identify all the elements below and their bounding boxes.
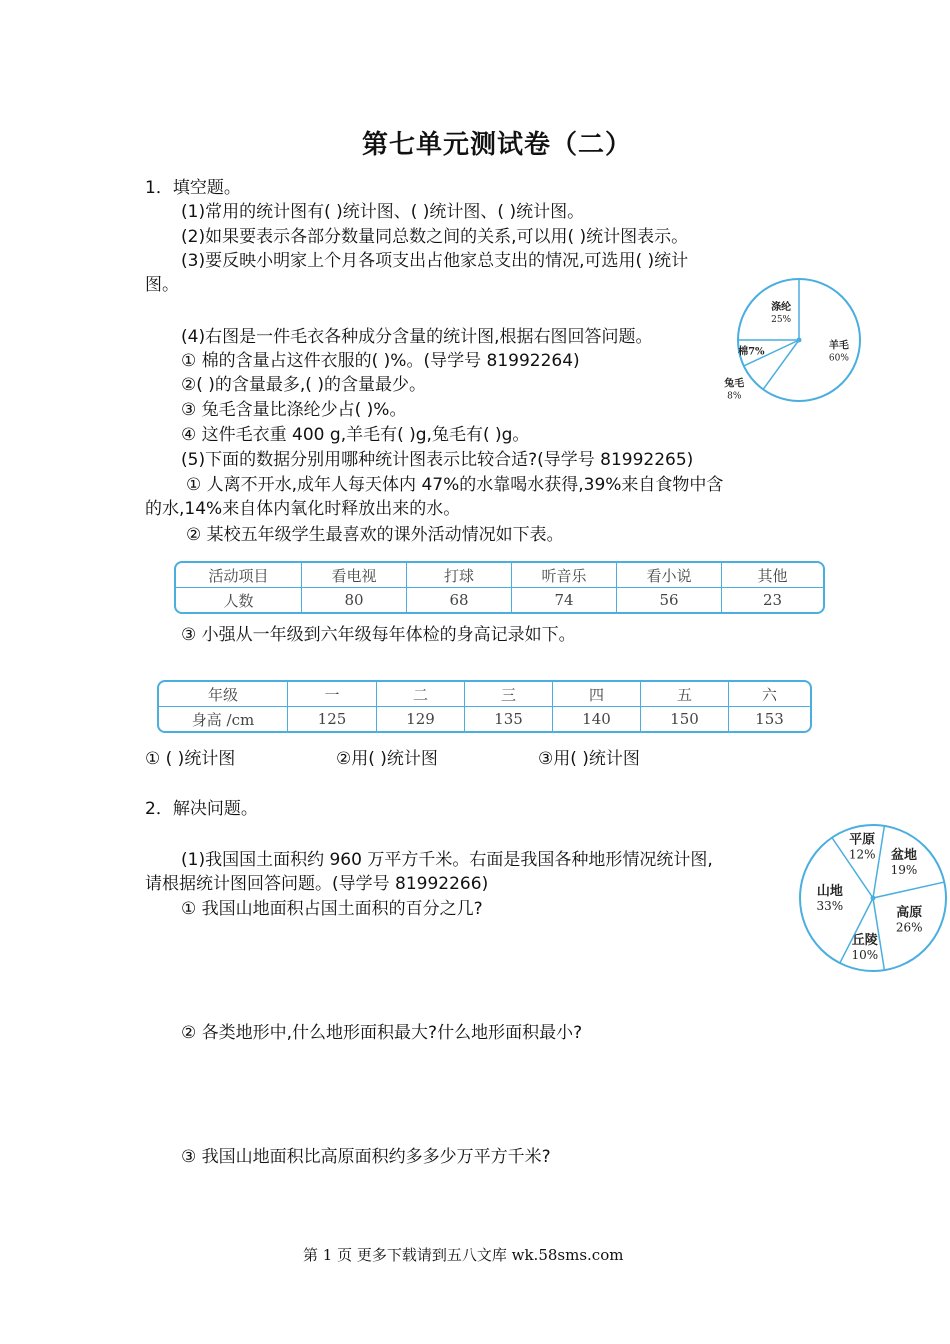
pie-label-name: 兔毛	[724, 378, 745, 390]
pie-slice-高原	[873, 882, 944, 898]
table-cell: 140	[553, 707, 641, 731]
question-1-4: (4)右图是一件毛衣各种成分含量的统计图,根据右图回答问题。	[181, 327, 653, 347]
pie-label-name: 平原	[849, 832, 876, 848]
table-row	[176, 563, 823, 588]
pie-label-value: 10%	[851, 947, 879, 962]
pie-label-name: 羊毛	[828, 340, 849, 352]
table-header-cell: 五	[641, 682, 729, 707]
table-header-cell: 三	[465, 682, 553, 707]
table-cell: 23	[762, 591, 783, 610]
question-2-1-line1: (1)我国国土面积约 960 万平方千米。右面是我国各种地形情况统计图,	[181, 850, 713, 870]
table-cell: 68	[407, 588, 512, 612]
table-header-cell: 六	[729, 682, 810, 707]
table-header-cell: 其他	[722, 563, 823, 588]
pie-label-value: 19%	[890, 863, 918, 878]
pie-label-value: 25%	[771, 315, 792, 326]
table-cell: 129	[377, 707, 465, 731]
question-1-5-2: ② 某校五年级学生最喜欢的课外活动情况如下表。	[186, 525, 564, 545]
question-1-3-line1: (3)要反映小明家上个月各项支出占他家总支出的情况,可选用( )统计	[181, 251, 689, 271]
section2-heading: 2．解决问题。	[145, 799, 258, 819]
question-2-1-line2: 请根据统计图回答问题。(导学号 81992266)	[145, 874, 489, 894]
pie-center	[797, 338, 802, 343]
answer-1: ① ( )统计图	[145, 749, 236, 769]
answer-3: ③用( )统计图	[538, 749, 640, 769]
question-1-5: (5)下面的数据分别用哪种统计图表示比较合适?(导学号 81992265)	[181, 450, 694, 470]
pie-label-value: 33%	[816, 898, 844, 913]
pie-label-name: 山地	[816, 883, 843, 899]
question-2-1-3: ③ 我国山地面积比高原面积约多多少万平方千米?	[181, 1147, 551, 1167]
question-1-5-1-line1: ① 人离不开水,成年人每天体内 47%的水靠喝水获得,39%来自食物中含	[186, 475, 724, 495]
activity-table	[174, 561, 825, 614]
answer-2: ②用( )统计图	[336, 749, 438, 769]
question-1-4-4: ④ 这件毛衣重 400 g,羊毛有( )g,兔毛有( )g。	[181, 425, 530, 445]
table-header-cell: 一	[288, 682, 377, 707]
pie-label-value: 26%	[895, 920, 923, 935]
pie-label-name: 涤纶	[771, 302, 792, 314]
question-1-1: (1)常用的统计图有( )统计图、( )统计图、( )统计图。	[181, 202, 585, 222]
height-table	[157, 680, 812, 733]
question-2-1-2: ② 各类地形中,什么地形面积最大?什么地形面积最小?	[181, 1023, 583, 1043]
table-header-cell: 四	[553, 682, 641, 707]
pie-label-name: 丘陵	[851, 932, 878, 948]
table-cell: 125	[288, 707, 377, 731]
question-1-5-1-line2: 的水,14%来自体内氧化时释放出来的水。	[145, 499, 461, 519]
table-header-cell: 看电视	[302, 563, 407, 588]
table-header-cell: 看小说	[617, 563, 722, 588]
table-cell: 身高 /cm	[159, 707, 288, 731]
table-cell: 人数	[176, 588, 302, 612]
question-1-3-line2: 图。	[145, 275, 179, 295]
pie-label-value: 8%	[727, 391, 742, 402]
table-header-cell: 活动项目	[176, 563, 302, 588]
table-header-cell: 打球	[407, 563, 512, 588]
page-footer: 第 1 页 更多下载请到五八文库 wk.58sms.com	[303, 1246, 624, 1264]
table-cell: 135	[465, 707, 553, 731]
pie-center	[871, 896, 876, 901]
question-1-4-3: ③ 兔毛含量比涤纶少占( )%。	[181, 400, 407, 420]
table-header-cell: 年级	[159, 682, 288, 707]
table-header-cell: 二	[377, 682, 465, 707]
table-cell: 56	[617, 588, 722, 612]
table-cell: 153	[755, 710, 784, 729]
pie-slice-兔毛	[763, 340, 799, 389]
table-row	[159, 707, 810, 731]
pie-label-value: 12%	[848, 847, 876, 862]
terrain-pie-chart	[793, 818, 950, 978]
pie-label: 棉7%	[738, 346, 765, 358]
table-cell: 74	[512, 588, 617, 612]
question-1-4-2: ②( )的含量最多,( )的含量最少。	[181, 375, 426, 395]
question-1-4-1: ① 棉的含量占这件衣服的( )%。(导学号 81992264)	[181, 351, 580, 371]
question-2-1-1: ① 我国山地面积占国土面积的百分之几?	[181, 899, 483, 919]
pie-label-name: 盆地	[890, 848, 917, 864]
table-cell: 150	[641, 707, 729, 731]
table-row	[176, 588, 823, 612]
table-row	[159, 682, 810, 707]
section1-heading: 1．填空题。	[145, 178, 241, 198]
pie-label-name: 高原	[896, 905, 923, 921]
table-header-cell: 听音乐	[512, 563, 617, 588]
table-cell: 80	[302, 588, 407, 612]
sweater-composition-pie-chart	[710, 285, 870, 405]
page-title: 第七单元测试卷（二）	[362, 130, 633, 160]
question-1-5-3: ③ 小强从一年级到六年级每年体检的身高记录如下。	[181, 625, 576, 645]
pie-label-value: 60%	[828, 353, 849, 364]
question-1-2: (2)如果要表示各部分数量同总数之间的关系,可以用( )统计图表示。	[181, 227, 689, 247]
